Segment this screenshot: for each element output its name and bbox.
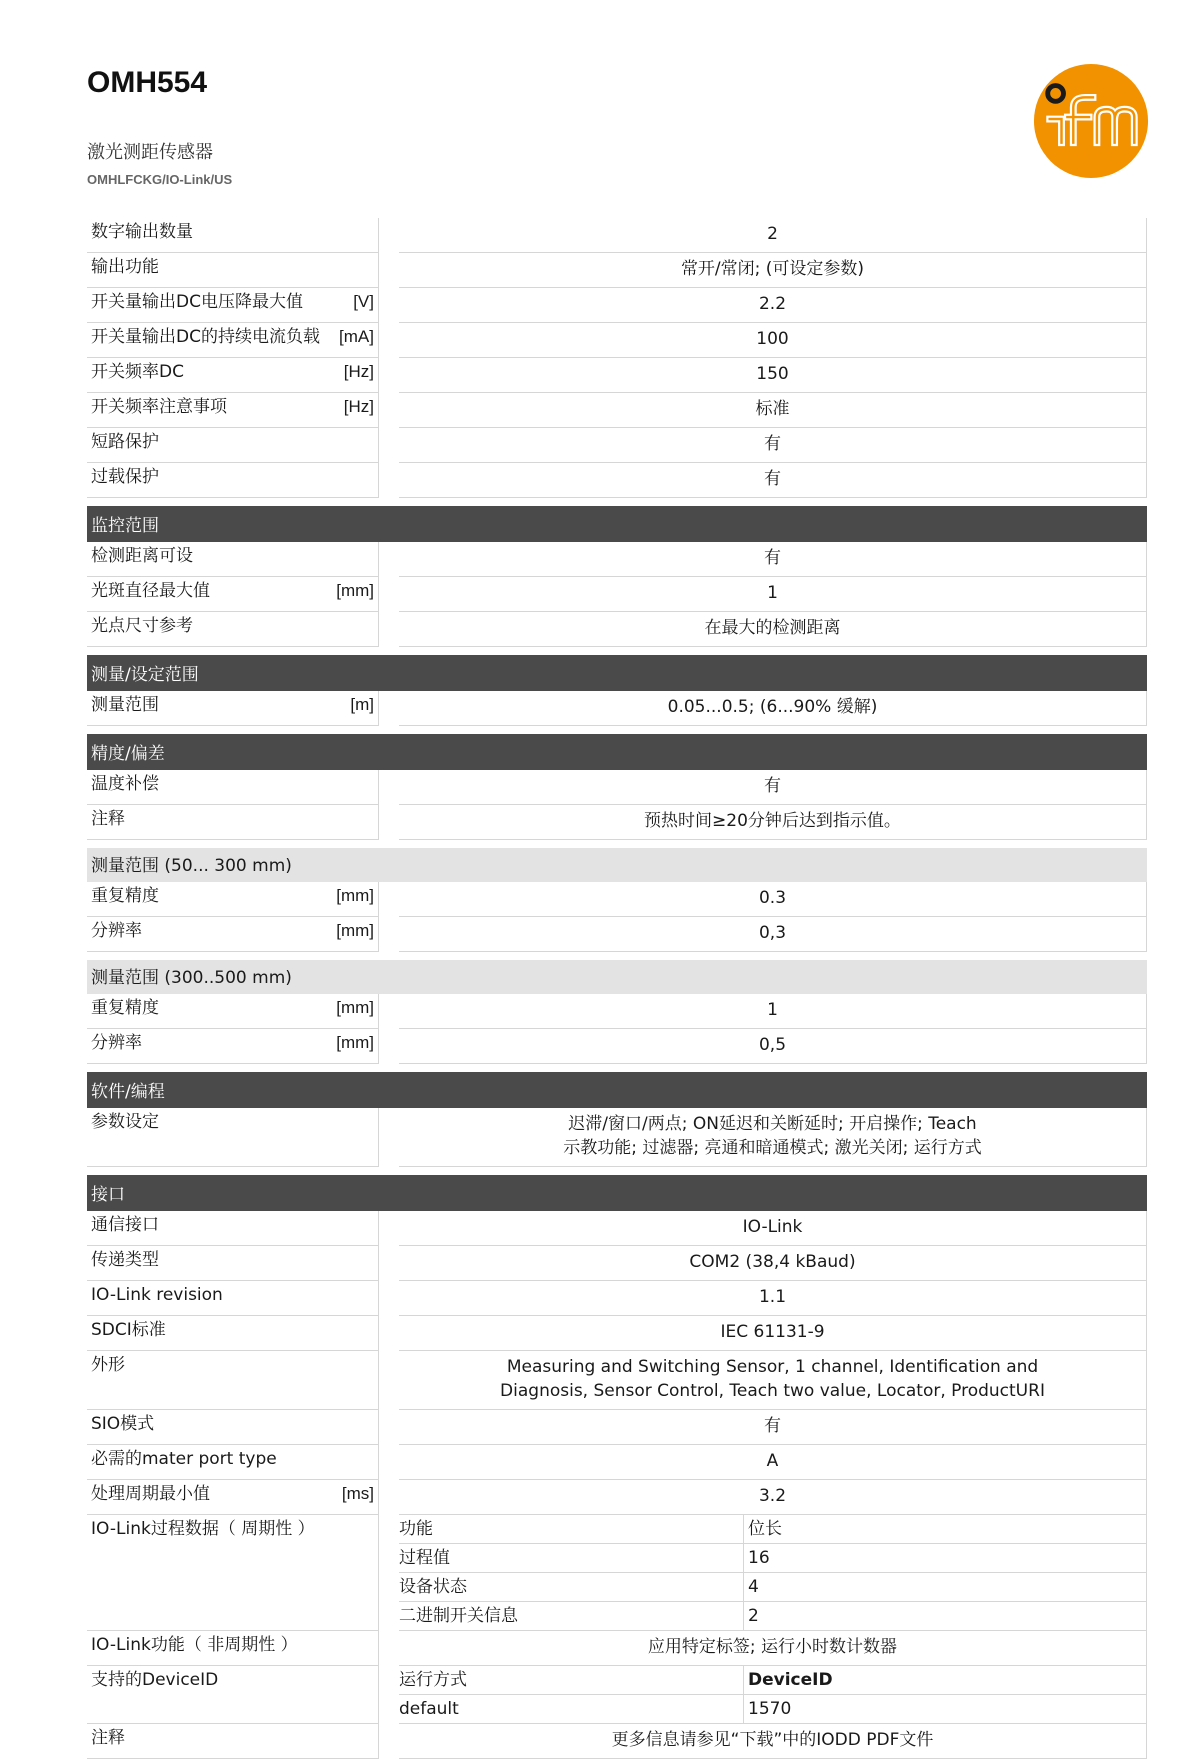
process-data-row bbox=[87, 1515, 1147, 1631]
inner-header-row bbox=[399, 1515, 1147, 1544]
spec-value: 2 bbox=[399, 218, 1147, 253]
spec-label-cell bbox=[87, 612, 379, 647]
spec-label-cell bbox=[87, 770, 379, 805]
accuracy-row bbox=[87, 805, 1147, 840]
spacer-cell bbox=[379, 218, 399, 253]
spec-label-cell bbox=[87, 805, 379, 840]
spacer-cell bbox=[379, 1515, 399, 1631]
accuracy-row bbox=[87, 917, 1147, 952]
device-id-row bbox=[87, 1666, 1147, 1724]
spacer-cell bbox=[379, 1480, 399, 1515]
inner-value: 4 bbox=[744, 1573, 1147, 1602]
spec-value: 0,3 bbox=[399, 917, 1147, 952]
output-row bbox=[87, 463, 1147, 498]
spec-label: 必需的mater port type bbox=[91, 1449, 277, 1469]
spec-unit: [Hz] bbox=[343, 362, 374, 381]
spec-unit: [V] bbox=[353, 292, 374, 311]
spacer-cell bbox=[87, 498, 1147, 506]
section-title: 精度/偏差 bbox=[87, 734, 1147, 770]
spec-unit: [mm] bbox=[336, 998, 374, 1017]
spacer-cell bbox=[379, 882, 399, 917]
inner-table bbox=[399, 1515, 1147, 1631]
article-code: OMHLFCKG/IO-Link/US bbox=[87, 172, 233, 187]
spec-label-cell bbox=[87, 1445, 379, 1480]
section-title: 测量范围 (50... 300 mm) bbox=[87, 848, 1147, 882]
spec-label: 通信接口 bbox=[91, 1215, 159, 1235]
spec-value: 100 bbox=[399, 323, 1147, 358]
output-row bbox=[87, 323, 1147, 358]
inner-value: 1570 bbox=[744, 1695, 1147, 1724]
spacer-cell bbox=[87, 647, 1147, 655]
spec-label: 数字输出数量 bbox=[91, 222, 193, 242]
spec-label: 分辨率 bbox=[91, 921, 142, 941]
spec-value: 有 bbox=[399, 1410, 1147, 1445]
interface-row bbox=[87, 1445, 1147, 1480]
spec-unit: [mm] bbox=[336, 1033, 374, 1052]
spec-unit: [m] bbox=[350, 695, 374, 714]
spec-value-line: Measuring and Switching Sensor, 1 channel, Identification and bbox=[506, 1357, 1039, 1377]
spacer-cell bbox=[379, 428, 399, 463]
spec-label-cell bbox=[87, 1410, 379, 1445]
spacer-cell bbox=[379, 770, 399, 805]
spacer-cell bbox=[87, 952, 1147, 960]
interface-row bbox=[87, 1281, 1147, 1316]
spec-unit: [mm] bbox=[336, 886, 374, 905]
spec-label-cell bbox=[87, 218, 379, 253]
spacer-cell bbox=[379, 1445, 399, 1480]
acyclic-row bbox=[87, 1631, 1147, 1666]
spec-value: 更多信息请参见“下载”中的IODD PDF文件 bbox=[399, 1724, 1147, 1759]
spec-value: IO-Link bbox=[399, 1211, 1147, 1246]
spec-value: 有 bbox=[399, 463, 1147, 498]
spec-label: SDCI标准 bbox=[91, 1320, 166, 1340]
spacer-cell bbox=[379, 691, 399, 726]
inner-header-value: 位长 bbox=[744, 1515, 1147, 1544]
spec-value: 1.1 bbox=[399, 1281, 1147, 1316]
inner-header-key: 功能 bbox=[399, 1515, 744, 1544]
section-title: 测量范围 (300..500 mm) bbox=[87, 960, 1147, 994]
inner-header-row bbox=[399, 1666, 1147, 1695]
spec-label: SIO模式 bbox=[91, 1414, 155, 1434]
spec-label-cell bbox=[87, 358, 379, 393]
spec-label-cell bbox=[87, 1246, 379, 1281]
spec-value-line: 迟滞/窗口/两点; ON延迟和关断延时; 开启操作; Teach bbox=[568, 1114, 977, 1134]
spec-label-cell bbox=[87, 542, 379, 577]
interface-row bbox=[87, 1316, 1147, 1351]
spec-label-cell bbox=[87, 882, 379, 917]
spec-value: 有 bbox=[399, 542, 1147, 577]
spec-label-cell bbox=[87, 253, 379, 288]
section-spacer bbox=[87, 726, 1147, 734]
spec-unit: [Hz] bbox=[343, 397, 374, 416]
spacer-cell bbox=[379, 1410, 399, 1445]
spacer-cell bbox=[379, 1724, 399, 1759]
spec-label-cell bbox=[87, 1281, 379, 1316]
spec-unit: [mm] bbox=[336, 921, 374, 940]
spec-label-cell bbox=[87, 1724, 379, 1759]
spec-label: 支持的DeviceID bbox=[87, 1666, 379, 1724]
spec-label-cell bbox=[87, 1029, 379, 1064]
spec-value: A bbox=[399, 1445, 1147, 1480]
spec-label: 重复精度 bbox=[91, 998, 159, 1018]
spec-unit: [ms] bbox=[341, 1484, 374, 1503]
spec-label: 注释 bbox=[91, 809, 125, 829]
spec-value: 在最大的检测距离 bbox=[399, 612, 1147, 647]
section-spacer bbox=[87, 647, 1147, 655]
spec-label: IO-Link revision bbox=[91, 1285, 223, 1305]
spec-label-cell bbox=[87, 577, 379, 612]
interface-profile-row bbox=[87, 1351, 1147, 1410]
spacer-cell bbox=[379, 393, 399, 428]
inner-header-value: DeviceID bbox=[744, 1666, 1147, 1695]
section-spacer bbox=[87, 840, 1147, 848]
monitoring-row bbox=[87, 612, 1147, 647]
spec-label: 开关频率注意事项 bbox=[91, 397, 227, 417]
spec-label: 过载保护 bbox=[91, 467, 159, 487]
interface-row bbox=[87, 1211, 1147, 1246]
spacer-cell bbox=[379, 358, 399, 393]
spacer-cell bbox=[87, 1167, 1147, 1175]
spec-label-cell bbox=[87, 691, 379, 726]
section-measuring bbox=[87, 655, 1147, 691]
section-spacer bbox=[87, 952, 1147, 960]
spacer-cell bbox=[379, 612, 399, 647]
spacer-cell bbox=[379, 1029, 399, 1064]
spec-value bbox=[399, 1108, 1147, 1167]
spec-label-cell bbox=[87, 994, 379, 1029]
spec-label: 光斑直径最大值 bbox=[91, 581, 210, 601]
section-title: 接口 bbox=[87, 1175, 1147, 1211]
section-interface bbox=[87, 1175, 1147, 1211]
spec-value: 预热时间≥20分钟后达到指示值。 bbox=[399, 805, 1147, 840]
spec-label: 开关量输出DC的持续电流负载 bbox=[91, 327, 320, 347]
spec-label-cell bbox=[87, 463, 379, 498]
output-row bbox=[87, 428, 1147, 463]
spacer-cell bbox=[379, 1631, 399, 1666]
section-monitoring bbox=[87, 506, 1147, 542]
output-row bbox=[87, 288, 1147, 323]
section-title: 软件/编程 bbox=[87, 1072, 1147, 1108]
software-row bbox=[87, 1108, 1147, 1167]
spacer-cell bbox=[379, 463, 399, 498]
spec-label: 测量范围 bbox=[91, 695, 159, 715]
spec-table bbox=[87, 218, 1147, 1759]
spec-value: 常开/常闭; (可设定参数) bbox=[399, 253, 1147, 288]
spec-label-cell bbox=[87, 917, 379, 952]
interface-row bbox=[87, 1480, 1147, 1515]
inner-key: 设备状态 bbox=[399, 1573, 744, 1602]
spec-label: 输出功能 bbox=[91, 257, 159, 277]
spec-label: IO-Link功能（ 非周期性 ） bbox=[91, 1635, 298, 1655]
spacer-cell bbox=[379, 1351, 399, 1410]
spec-value: 0.3 bbox=[399, 882, 1147, 917]
spec-label: 光点尺寸参考 bbox=[91, 616, 193, 636]
document-header bbox=[87, 62, 1147, 192]
spec-value: 有 bbox=[399, 770, 1147, 805]
section-spacer bbox=[87, 498, 1147, 506]
spec-label: IO-Link过程数据（ 周期性 ） bbox=[87, 1515, 379, 1631]
spec-label: 开关量输出DC电压降最大值 bbox=[91, 292, 303, 312]
inner-value: 16 bbox=[744, 1544, 1147, 1573]
spec-label-cell bbox=[87, 1631, 379, 1666]
spacer-cell bbox=[379, 1316, 399, 1351]
spacer-cell bbox=[379, 288, 399, 323]
spec-label: 传递类型 bbox=[91, 1250, 159, 1270]
spec-value-line: Diagnosis, Sensor Control, Teach two value, Locator, ProductURI bbox=[500, 1381, 1045, 1401]
spacer-cell bbox=[379, 577, 399, 612]
spec-value bbox=[399, 1351, 1147, 1410]
spec-label: 注释 bbox=[91, 1728, 125, 1748]
interface-row bbox=[87, 1246, 1147, 1281]
inner-header-key: 运行方式 bbox=[399, 1666, 744, 1695]
output-row bbox=[87, 218, 1147, 253]
ifm-logo bbox=[1032, 62, 1150, 180]
spec-value-line: 示教功能; 过滤器; 亮通和暗通模式; 激光关闭; 运行方式 bbox=[563, 1138, 982, 1158]
output-row bbox=[87, 358, 1147, 393]
spec-value: 0.05...0.5; (6...90% 缓解) bbox=[399, 691, 1147, 726]
subsection-range-50-300 bbox=[87, 848, 1147, 882]
inner-row bbox=[399, 1602, 1147, 1631]
section-title: 监控范围 bbox=[87, 506, 1147, 542]
section-accuracy bbox=[87, 734, 1147, 770]
spacer-cell bbox=[379, 253, 399, 288]
spec-label-cell bbox=[87, 393, 379, 428]
spacer-cell bbox=[379, 1666, 399, 1724]
spec-value: COM2 (38,4 kBaud) bbox=[399, 1246, 1147, 1281]
spacer-cell bbox=[379, 1108, 399, 1167]
spacer-cell bbox=[379, 1211, 399, 1246]
spec-label: 外形 bbox=[87, 1351, 379, 1410]
spacer-cell bbox=[87, 1064, 1147, 1072]
spec-value: 有 bbox=[399, 428, 1147, 463]
spec-value: 1 bbox=[399, 577, 1147, 612]
inner-table bbox=[399, 1666, 1147, 1724]
measuring-row bbox=[87, 691, 1147, 726]
monitoring-row bbox=[87, 542, 1147, 577]
inner-row bbox=[399, 1544, 1147, 1573]
spacer-cell bbox=[379, 917, 399, 952]
spec-label-cell bbox=[87, 1480, 379, 1515]
spec-value: 1 bbox=[399, 994, 1147, 1029]
spec-value: IEC 61131-9 bbox=[399, 1316, 1147, 1351]
accuracy-row bbox=[87, 994, 1147, 1029]
spacer-cell bbox=[379, 1281, 399, 1316]
inner-table-cell bbox=[399, 1666, 1147, 1724]
spec-label-cell bbox=[87, 1211, 379, 1246]
spacer-cell bbox=[379, 994, 399, 1029]
section-spacer bbox=[87, 1064, 1147, 1072]
accuracy-row bbox=[87, 770, 1147, 805]
spec-value: 2.2 bbox=[399, 288, 1147, 323]
spacer-cell bbox=[379, 323, 399, 358]
spec-label: 参数设定 bbox=[87, 1108, 379, 1167]
spec-unit: [mm] bbox=[336, 581, 374, 600]
product-name: 激光测距传感器 bbox=[87, 142, 213, 163]
spec-label-cell bbox=[87, 288, 379, 323]
spec-label: 短路保护 bbox=[91, 432, 159, 452]
spec-label-cell bbox=[87, 1316, 379, 1351]
inner-value: 2 bbox=[744, 1602, 1147, 1631]
spec-label-cell bbox=[87, 428, 379, 463]
spec-label: 开关频率DC bbox=[91, 362, 184, 382]
inner-row bbox=[399, 1695, 1147, 1724]
spec-label: 重复精度 bbox=[91, 886, 159, 906]
inner-key: default bbox=[399, 1695, 744, 1724]
subsection-range-300-500 bbox=[87, 960, 1147, 994]
spacer-cell bbox=[379, 542, 399, 577]
output-row bbox=[87, 393, 1147, 428]
section-title: 测量/设定范围 bbox=[87, 655, 1147, 691]
interface-row bbox=[87, 1410, 1147, 1445]
spec-value: 3.2 bbox=[399, 1480, 1147, 1515]
spec-label-cell bbox=[87, 323, 379, 358]
section-spacer bbox=[87, 1167, 1147, 1175]
spec-label: 温度补偿 bbox=[91, 774, 159, 794]
spec-label: 处理周期最小值 bbox=[91, 1484, 210, 1504]
inner-table-cell bbox=[399, 1515, 1147, 1631]
product-code: OMH554 bbox=[87, 66, 208, 99]
spacer-cell bbox=[87, 840, 1147, 848]
spec-label: 检测距离可设 bbox=[91, 546, 193, 566]
accuracy-row bbox=[87, 882, 1147, 917]
spec-value: 应用特定标签; 运行小时数计数器 bbox=[399, 1631, 1147, 1666]
note-row bbox=[87, 1724, 1147, 1759]
inner-key: 二进制开关信息 bbox=[399, 1602, 744, 1631]
spec-value: 0,5 bbox=[399, 1029, 1147, 1064]
output-row bbox=[87, 253, 1147, 288]
spacer-cell bbox=[87, 726, 1147, 734]
inner-row bbox=[399, 1573, 1147, 1602]
spec-value: 150 bbox=[399, 358, 1147, 393]
spec-label: 分辨率 bbox=[91, 1033, 142, 1053]
spec-value: 标准 bbox=[399, 393, 1147, 428]
spacer-cell bbox=[379, 805, 399, 840]
monitoring-row bbox=[87, 577, 1147, 612]
spacer-cell bbox=[379, 1246, 399, 1281]
section-software bbox=[87, 1072, 1147, 1108]
inner-key: 过程值 bbox=[399, 1544, 744, 1573]
accuracy-row bbox=[87, 1029, 1147, 1064]
spec-unit: [mA] bbox=[339, 327, 374, 346]
